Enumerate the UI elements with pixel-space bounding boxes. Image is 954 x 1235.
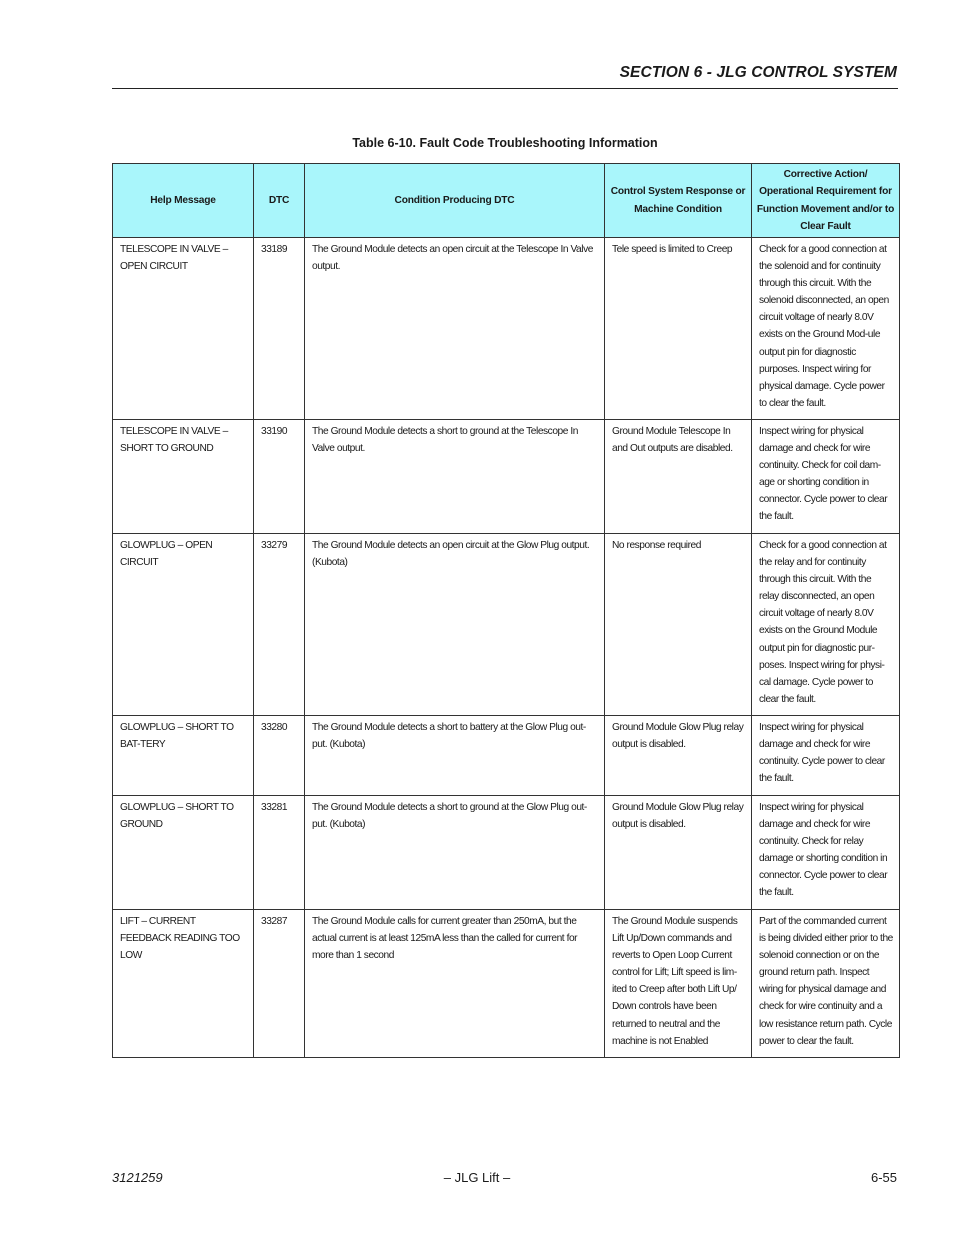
column-header-corrective-action: Corrective Action/ Operational Requirement for Function Movement and/or to Clear Fault <box>752 164 900 238</box>
help-message-cell: GLOWPLUG – SHORT TO GROUND <box>113 796 254 910</box>
column-header-dtc: DTC <box>254 164 305 238</box>
section-title: SECTION 6 - JLG CONTROL SYSTEM <box>619 64 897 81</box>
help-message-cell: GLOWPLUG – SHORT TO BAT-TERY <box>113 716 254 796</box>
response-cell: Ground Module Glow Plug relay output is disabled. <box>605 796 752 910</box>
column-header-help-message: Help Message <box>113 164 254 238</box>
response-cell: No response required <box>605 534 752 716</box>
response-cell: Tele speed is limited to Creep <box>605 238 752 420</box>
footer-brand: – JLG Lift – <box>443 1170 511 1185</box>
corrective-action-cell: Part of the commanded current is being divided either prior to the solenoid connection or on the ground return path. Inspect wiring for physical damage and check for wire continuity and a low resistance return path. Cycle power to clear the fault. <box>752 910 900 1058</box>
help-message-cell: TELESCOPE IN VALVE – OPEN CIRCUIT <box>113 238 254 420</box>
dtc-cell: 33189 <box>254 238 305 420</box>
header-divider <box>112 88 898 89</box>
help-message-cell: TELESCOPE IN VALVE – SHORT TO GROUND <box>113 420 254 534</box>
condition-cell: The Ground Module detects an open circuit at the Glow Plug output. (Kubota) <box>305 534 605 716</box>
corrective-action-cell: Inspect wiring for physical damage and check for wire continuity. Cycle power to clear the fault. <box>752 716 900 796</box>
column-header-response: Control System Response or Machine Condition <box>605 164 752 238</box>
table-row <box>113 534 900 716</box>
condition-cell: The Ground Module detects an open circuit at the Telescope In Valve output. <box>305 238 605 420</box>
response-cell: Ground Module Glow Plug relay output is disabled. <box>605 716 752 796</box>
table-row <box>113 796 900 910</box>
corrective-action-cell: Check for a good connection at the relay and for continuity through this circuit. With the relay disconnected, an open circuit voltage of nearly 8.0V exists on the Ground Module output pin for diagnostic pur-poses. Inspect wiring for physi-cal damage. Cycle power to clear the fault. <box>752 534 900 716</box>
table-header-row <box>113 164 900 238</box>
dtc-cell: 33287 <box>254 910 305 1058</box>
document-number: 3121259 <box>112 1170 163 1185</box>
condition-cell: The Ground Module detects a short to ground at the Telescope In Valve output. <box>305 420 605 534</box>
condition-cell: The Ground Module detects a short to battery at the Glow Plug out-put. (Kubota) <box>305 716 605 796</box>
table-row <box>113 238 900 420</box>
response-cell: Ground Module Telescope In and Out outputs are disabled. <box>605 420 752 534</box>
corrective-action-cell: Inspect wiring for physical damage and check for wire continuity. Check for relay damage or shorting condition in connector. Cycle power to clear the fault. <box>752 796 900 910</box>
condition-cell: The Ground Module calls for current greater than 250mA, but the actual current is at least 125mA less than the called for current for more than 1 second <box>305 910 605 1058</box>
response-cell: The Ground Module suspends Lift Up/Down commands and reverts to Open Loop Current control for Lift; Lift speed is lim-ited to Creep after both Lift Up/ Down controls have been returned to neutral and the machine is not Enabled <box>605 910 752 1058</box>
table-row <box>113 910 900 1058</box>
table-row <box>113 420 900 534</box>
table-row <box>113 716 900 796</box>
corrective-action-cell: Check for a good connection at the solenoid and for continuity through this circuit. With the solenoid disconnected, an open circuit voltage of nearly 8.0V exists on the Ground Mod-ule output pin for diagnostic purposes. Inspect wiring for physical damage. Cycle power to clear the fault. <box>752 238 900 420</box>
condition-cell: The Ground Module detects a short to ground at the Glow Plug out-put. (Kubota) <box>305 796 605 910</box>
column-header-condition: Condition Producing DTC <box>305 164 605 238</box>
help-message-cell: GLOWPLUG – OPEN CIRCUIT <box>113 534 254 716</box>
dtc-cell: 33281 <box>254 796 305 910</box>
corrective-action-cell: Inspect wiring for physical damage and check for wire continuity. Check for coil dam-age or shorting condition in connector. Cycle power to clear the fault. <box>752 420 900 534</box>
page-number: 6-55 <box>870 1170 897 1185</box>
dtc-cell: 33190 <box>254 420 305 534</box>
table-caption: Table 6-10. Fault Code Troubleshooting Information <box>352 136 658 150</box>
dtc-cell: 33279 <box>254 534 305 716</box>
dtc-cell: 33280 <box>254 716 305 796</box>
fault-code-table <box>112 163 900 1058</box>
help-message-cell: LIFT – CURRENT FEEDBACK READING TOO LOW <box>113 910 254 1058</box>
